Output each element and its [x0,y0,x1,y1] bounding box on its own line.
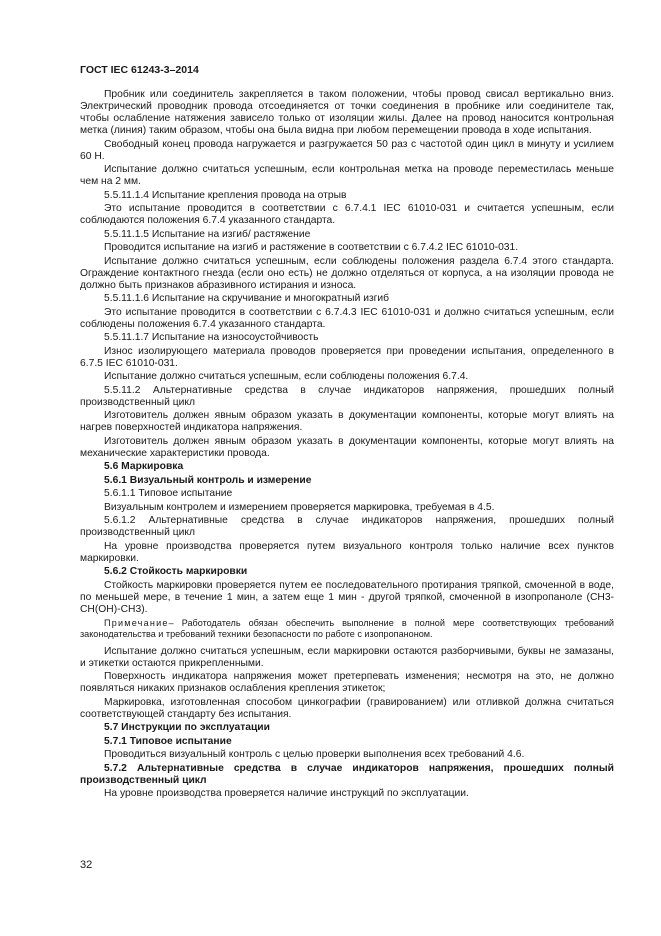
note-label: Примечание [104,617,169,628]
paragraph: Изготовитель должен явным образом указать в документации компоненты, которые могут влиять на механические характеристики провода. [80,435,614,459]
note [80,618,614,640]
paragraph: На уровне производства проверяется наличие инструкций по эксплуатации. [104,788,469,799]
paragraph: Стойкость маркировки проверяется путем ее последовательного протирания тряпкой, смоченной в воде, по меньшей мере, в течение 1 мин, а затем еще 1 мин - другой тряпкой, смоченной в изопропаноле (СН3-СН(ОН)-СН3). [80,579,614,615]
paragraph: Проводится испытание на изгиб и растяжение в соответствии с 6.7.4.2 IEC 61010-031. [104,242,519,253]
paragraph: Пробник или соединитель закрепляется в таком положении, чтобы провод свисал вертикально вниз. Электрический проводник провода отсоединяется от точки соединения в пробнике или соединителе так, чтобы ослабление натяжения зависело только от изоляции жилы. Далее на провод наносится контрольная метка (линия) таким образом, чтобы она была видна при любом перемещении провода в ходе испытания. [80,89,614,136]
paragraph: 5.6.1 Визуальный контроль и измерение [104,474,312,486]
paragraph: Испытание должно считаться успешным, если соблюдены положения 6.7.4. [104,371,469,382]
paragraph: 5.6.2 Стойкость маркировки [104,566,248,577]
paragraph: 5.7.1 Типовое испытание [104,735,232,747]
paragraph: Поверхность индикатора напряжения может претерпевать изменения; несмотря на это, не должно появляться никаких признаков ослабления крепления этикеток; [80,671,614,694]
paragraph: Маркировка, изготовленная способом цинкографии (гравированием) или отливкой должна считаться соответствующей стандарту без испытания. [80,696,614,720]
paragraph: 5.5.11.1.5 Испытание на изгиб/ растяжение [104,228,311,240]
paragraph: Это испытание проводится в соответствии с 6.7.4.1 IEC 61010-031 и считается успешным, если соблюдаются положения 6.7.4 указанного стандарта. [80,203,614,226]
note-text: – Работодатель обязан обеспечить выполнение в полной мере соответствующих требований законодательства и требований техники безопасности по работе с изопропаноном. [80,617,614,639]
paragraph: Проводиться визуальный контроль с целью проверки выполнения всех требований 4.6. [104,749,525,760]
paragraph: Это испытание проводится в соответствии с 6.7.4.3 IEC 61010-031 и должно считаться успешным, если соблюдены положения 6.7.4 указанного стандарта. [80,306,614,330]
paragraph: Испытание должно считаться успешным, если контрольная метка на проводе переместилась меньше чем на 2 мм. [80,164,614,187]
paragraph: Износ изолирующего материала проводов проверяется при проведении испытания, определенного в 6.7.5 IEC 61010-031. [80,345,614,369]
paragraph: Испытание должно считаться успешным, если маркировки остаются разборчивыми, буквы не замазаны, и этикетки остаются прикрепленными. [80,645,614,669]
paragraph: 5.7.2 Альтернативные средства в случае индикаторов напряжения, прошедших полный производственный цикл [80,762,614,786]
paragraph: 5.6.1.2 Альтернативные средства в случае индикаторов напряжения, прошедших полный производственный цикл [80,515,614,538]
paragraph: На уровне производства проверяется путем визуального контроля только наличие всех пунктов маркировки. [80,540,614,564]
paragraph: 5.6 Маркировка [104,461,184,472]
paragraph: Изготовитель должен явным образом указать в документации компоненты, которые могут влиять на нагрев поверхностей индикатора напряжения. [80,410,614,433]
paragraph-group-before-note [80,89,614,616]
paragraph: 5.7 Инструкции по эксплуатации [104,722,270,733]
document-header: ГОСТ IEC 61243-3–2014 [80,64,199,76]
paragraph: 5.5.11.1.7 Испытание на износоустойчивость [104,332,319,343]
paragraph: 5.5.11.1.4 Испытание крепления провода на отрыв [104,189,347,201]
paragraph: 5.6.1.1 Типовое испытание [104,488,233,499]
paragraph: Свободный конец провода нагружается и разгружается 50 раз с частотой один цикл в минуту и усилием 60 Н. [80,138,614,162]
paragraph: 5.5.11.1.6 Испытание на скручивание и многократный изгиб [104,293,390,304]
paragraph: Испытание должно считаться успешным, если соблюдены положения раздела 6.7.4 этого стандарта. Ограждение контактного гнезда (если оно есть) не должно отделяться от корпуса, а на изоляции провода не должно быть признаков абразивного истирания и износа. [80,255,614,291]
paragraph: Визуальным контролем и измерением проверяется маркировка, требуемая в 4.5. [104,501,495,513]
page-number: 32 [80,859,93,871]
document-body [80,89,614,802]
paragraph: 5.5.11.2 Альтернативные средства в случае индикаторов напряжения, прошедших полный производственный цикл [80,384,614,408]
paragraph-group-after-note [80,646,614,801]
